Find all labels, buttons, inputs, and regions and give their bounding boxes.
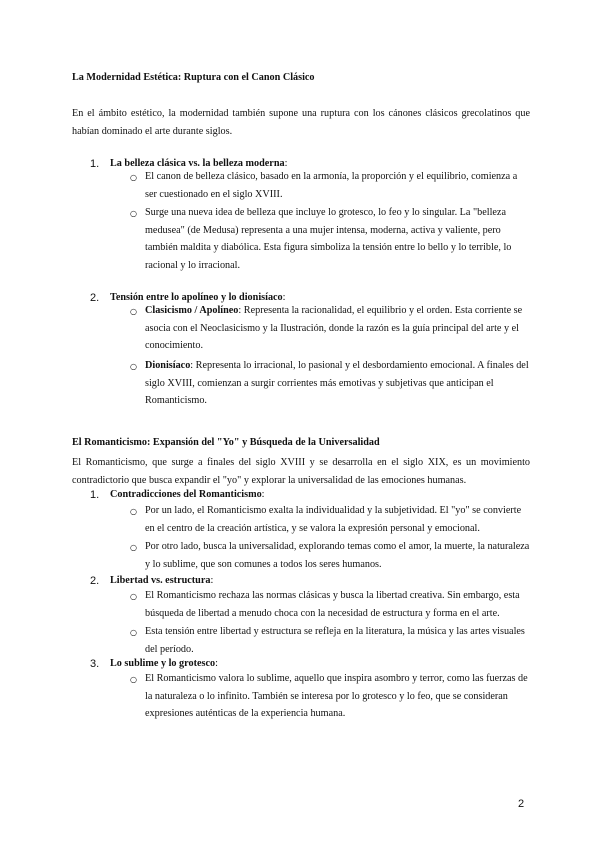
bullet-icon: ○ xyxy=(130,507,137,516)
item-title-suffix: : xyxy=(210,575,214,586)
item-title-suffix: : xyxy=(215,658,218,669)
item-title-suffix: : xyxy=(284,158,288,169)
list-number: 1. xyxy=(90,489,100,501)
item-title-suffix: : xyxy=(282,292,286,303)
bullet-text: Surge una nueva idea de belleza que incluye lo grotesco, lo feo y lo singular. La "belleza medusea" (de Medusa) representa a una mujer intensa, moderna, activa y valiente, pero también maldita y diabólica. Esta figura simboliza la tensión entre lo bello y lo terrible, lo racional y lo irracional. xyxy=(145,207,512,271)
item-title-bold: Libertad vs. estructura xyxy=(110,575,211,586)
list-number: 2. xyxy=(90,575,100,587)
bullet-lead: Dionisíaco xyxy=(145,360,191,371)
bullet-text: Por un lado, el Romanticismo exalta la individualidad y la subjetividad. El "yo" se convierte en el centro de la creación artística, y se valora la expresión personal y emocional. xyxy=(145,505,522,534)
item-title-bold: La belleza clásica vs. la belleza moderna xyxy=(110,158,285,169)
bullet-icon: ○ xyxy=(130,362,137,371)
bullet-icon: ○ xyxy=(130,592,137,601)
bullet-icon: ○ xyxy=(130,173,137,182)
section-heading: El Romanticismo: Expansión del "Yo" y Búsqueda de la Universalidad xyxy=(72,437,380,448)
bullet-text: Por otro lado, busca la universalidad, explorando temas como el amor, la muerte, la naturaleza y lo sublime, que son comunes a todos los seres humanos. xyxy=(145,541,530,570)
item-title-bold: Contradicciones del Romanticismo xyxy=(110,489,262,500)
section-intro: El Romanticismo, que surge a finales del siglo XVIII y se desarrolla en el siglo XIX, es un movimiento contradictorio que busca expandir el "yo" y explorar la universalidad de las emociones humanas. xyxy=(72,457,530,486)
bullet-text: Esta tensión entre libertad y estructura se refleja en la literatura, la música y las artes visuales del período. xyxy=(145,626,525,655)
item-title-bold: Tensión entre lo apolíneo y lo dionisíaco xyxy=(110,292,283,303)
item-title-bold: Lo sublime y lo grotesco xyxy=(110,658,216,669)
bullet-icon: ○ xyxy=(130,675,137,684)
bullet-text: El canon de belleza clásico, basado en la armonía, la proporción y el equilibrio, comienza a ser cuestionado en el siglo XVIII. xyxy=(145,171,518,200)
bullet-text xyxy=(145,302,530,355)
bullet-text: El Romanticismo valora lo sublime, aquello que inspira asombro y terror, como las fuerzas de la naturaleza o lo infinito. También se interesa por lo grotesco y lo feo, que se consideran expresiones auténticas de la experiencia humana. xyxy=(145,673,528,719)
list-number: 1. xyxy=(90,158,100,170)
bullet-text xyxy=(145,357,530,410)
list-item-title xyxy=(110,657,218,671)
list-number: 2. xyxy=(90,292,100,304)
item-title-suffix: : xyxy=(261,489,265,500)
bullet-icon: ○ xyxy=(130,543,137,552)
section-intro: En el ámbito estético, la modernidad también supone una ruptura con los cánones clásicos grecolatinos que habían dominado el arte durante siglos. xyxy=(72,108,530,137)
section-heading: La Modernidad Estética: Ruptura con el Canon Clásico xyxy=(72,72,315,83)
bullet-icon: ○ xyxy=(130,209,137,218)
bullet-lead: Clasicismo / Apolíneo xyxy=(145,305,239,316)
bullet-icon: ○ xyxy=(130,307,137,316)
page-number: 2 xyxy=(518,798,525,810)
bullet-body: : Representa lo irracional, lo pasional y el desbordamiento emocional. A finales del siglo XVIII, comienzan a surgir corrientes más emotivas y subjetivas que anticipan el Romanticismo. xyxy=(145,360,529,406)
list-item-title xyxy=(110,488,265,502)
list-number: 3. xyxy=(90,658,100,670)
bullet-text: El Romanticismo rechaza las normas clásicas y busca la libertad creativa. Sin embargo, esta búsqueda de libertad a menudo choca con la necesidad de estructura y forma en el arte. xyxy=(145,590,520,619)
bullet-body: : Representa la racionalidad, el equilibrio y el orden. Esta corriente se asocia con el Neoclasicismo y la Ilustración, donde la razón es la guía principal del arte y el conocimiento. xyxy=(145,305,523,351)
bullet-icon: ○ xyxy=(130,628,137,637)
list-item-title xyxy=(110,574,213,588)
